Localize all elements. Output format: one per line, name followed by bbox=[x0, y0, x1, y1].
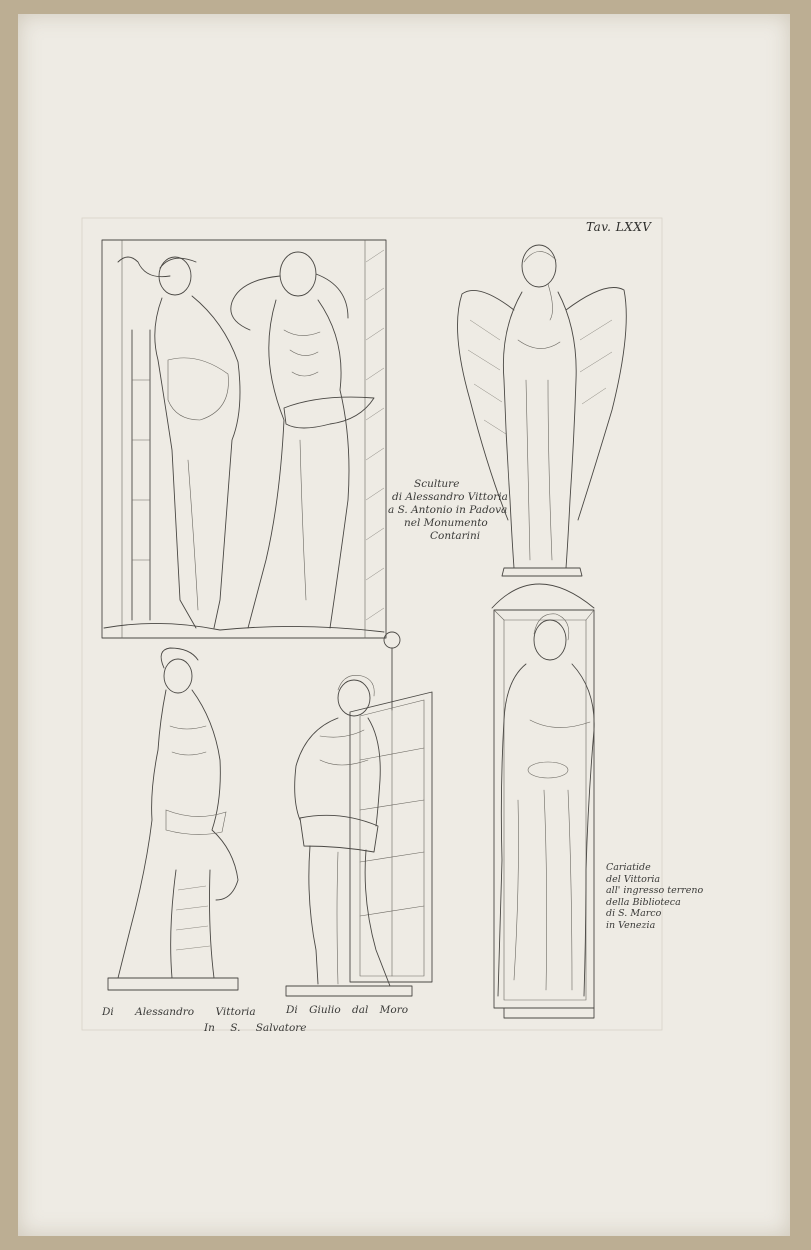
caption-vittoria-left: Di Alessandro Vittoria bbox=[102, 1006, 256, 1018]
caption-line: nel Monumento bbox=[404, 517, 488, 529]
statue-caryatid bbox=[494, 610, 594, 1018]
relief-two-slaves bbox=[102, 240, 386, 638]
caption-line: Sculture bbox=[414, 478, 460, 490]
caption-cariatide bbox=[606, 862, 703, 931]
caption-line: Cariatide bbox=[606, 862, 651, 873]
caption-sculptures-padua bbox=[388, 478, 508, 543]
caption-salvatore: In S. Salvatore bbox=[204, 1022, 307, 1034]
caption-giulio-dal-moro: Di Giulio dal Moro bbox=[286, 1004, 409, 1016]
caption-line: di S. Marco bbox=[606, 908, 662, 919]
statue-figure-door bbox=[286, 632, 432, 996]
winged-angel bbox=[458, 245, 627, 608]
caption-line: in Venezia bbox=[606, 919, 656, 931]
caption-line: a S. Antonio in Padova bbox=[388, 504, 508, 516]
plate-number: Tav. LXXV bbox=[586, 220, 652, 234]
caption-line: della Biblioteca bbox=[606, 896, 681, 908]
caption-line: del Vittoria bbox=[606, 873, 661, 885]
caption-line: all' ingresso terreno bbox=[606, 885, 704, 896]
caption-line: Contarini bbox=[430, 530, 481, 542]
statue-slave-tree bbox=[108, 648, 238, 990]
caption-line: di Alessandro Vittoria bbox=[392, 491, 508, 503]
